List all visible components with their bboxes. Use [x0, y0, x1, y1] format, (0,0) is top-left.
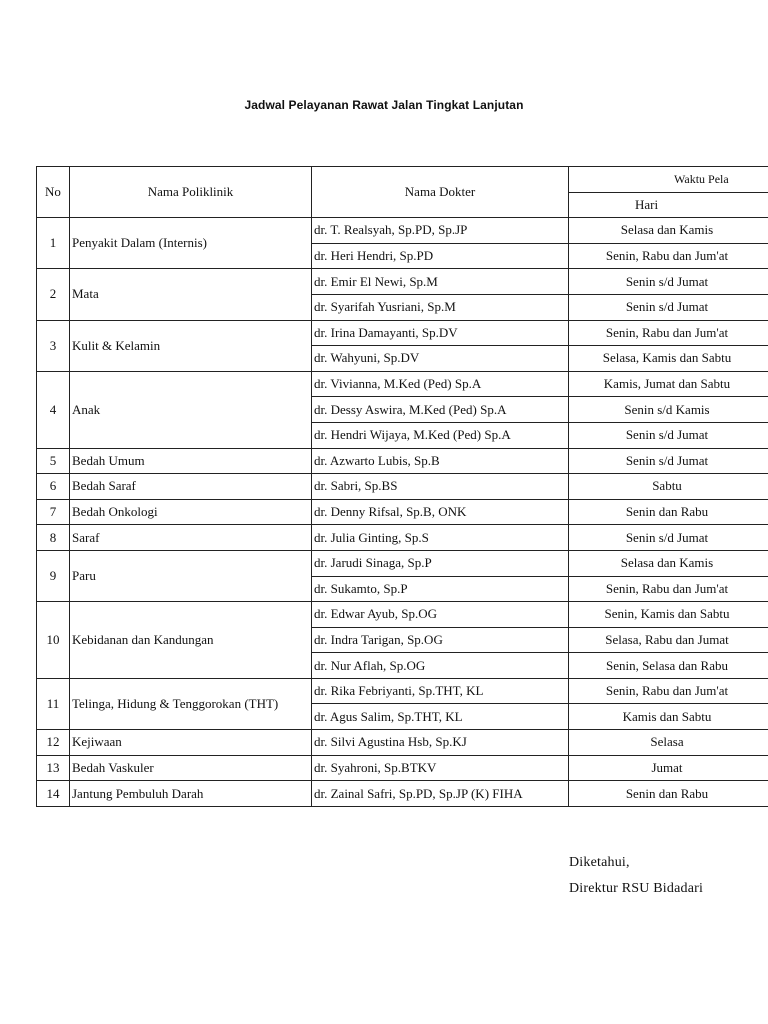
cell-hari-text: Selasa dan Kamis	[620, 222, 714, 238]
cell-dokter: dr. Hendri Wijaya, M.Ked (Ped) Sp.A	[312, 422, 569, 448]
cell-hari-text: Senin, Rabu dan Jum'at	[605, 580, 729, 596]
schedule-table	[36, 166, 768, 807]
cell-hari	[569, 346, 768, 372]
cell-hari	[569, 397, 768, 423]
cell-hari-text: Selasa dan Kamis	[620, 555, 714, 571]
table-row	[37, 781, 768, 807]
header-no: No	[37, 167, 70, 218]
cell-hari	[569, 320, 768, 346]
cell-hari	[569, 730, 768, 756]
cell-no: 8	[37, 525, 70, 551]
cell-dokter: dr. Wahyuni, Sp.DV	[312, 346, 569, 372]
cell-dokter: dr. Julia Ginting, Sp.S	[312, 525, 569, 551]
cell-dokter: dr. Heri Hendri, Sp.PD	[312, 243, 569, 269]
cell-no: 5	[37, 448, 70, 474]
cell-dokter: dr. Indra Tarigan, Sp.OG	[312, 627, 569, 653]
cell-hari	[569, 576, 768, 602]
cell-hari	[569, 525, 768, 551]
cell-dokter: dr. Vivianna, M.Ked (Ped) Sp.A	[312, 371, 569, 397]
cell-no: 4	[37, 371, 70, 448]
cell-hari	[569, 499, 768, 525]
cell-poliklinik: Kejiwaan	[70, 730, 312, 756]
cell-poliklinik: Bedah Vaskuler	[70, 755, 312, 781]
cell-dokter: dr. Rika Febriyanti, Sp.THT, KL	[312, 678, 569, 704]
signature-line-director: Direktur RSU Bidadari	[569, 881, 704, 896]
cell-hari-text: Selasa, Kamis dan Sabtu	[602, 350, 732, 366]
cell-poliklinik: Saraf	[70, 525, 312, 551]
table-row	[37, 320, 768, 346]
cell-no: 12	[37, 730, 70, 756]
cell-hari	[569, 704, 768, 730]
cell-hari-text: Senin dan Rabu	[625, 504, 709, 520]
cell-hari-text: Jumat	[651, 759, 683, 775]
header-poliklinik: Nama Poliklinik	[70, 167, 312, 218]
cell-dokter: dr. Sukamto, Sp.P	[312, 576, 569, 602]
cell-hari-text: Senin dan Rabu	[625, 785, 709, 801]
signature-line-acknowledged: Diketahui,	[569, 855, 630, 870]
table-row	[37, 730, 768, 756]
table-row	[37, 371, 768, 397]
cell-no: 11	[37, 678, 70, 729]
cell-hari	[569, 243, 768, 269]
cell-poliklinik: Anak	[70, 371, 312, 448]
cell-hari	[569, 627, 768, 653]
cell-hari-text: Selasa	[650, 734, 684, 750]
cell-hari-text: Senin, Rabu dan Jum'at	[605, 324, 729, 340]
schedule-table-body	[37, 218, 768, 807]
cell-no: 9	[37, 550, 70, 601]
table-row	[37, 550, 768, 576]
cell-poliklinik: Mata	[70, 269, 312, 320]
cell-hari-text: Selasa, Rabu dan Jumat	[605, 631, 729, 647]
cell-hari-text: Senin, Kamis dan Sabtu	[604, 606, 730, 622]
cell-no: 6	[37, 474, 70, 500]
table-row	[37, 525, 768, 551]
table-row	[37, 218, 768, 244]
cell-hari-text: Sabtu	[652, 478, 682, 494]
cell-hari	[569, 294, 768, 320]
document-title: Jadwal Pelayanan Rawat Jalan Tingkat Lanjutan	[244, 98, 524, 112]
cell-poliklinik: Bedah Umum	[70, 448, 312, 474]
cell-dokter: dr. Nur Aflah, Sp.OG	[312, 653, 569, 679]
cell-hari-text: Senin s/d Jumat	[625, 273, 709, 289]
cell-hari-text: Kamis, Jumat dan Sabtu	[603, 376, 731, 392]
cell-hari	[569, 474, 768, 500]
cell-hari-text: Senin s/d Jumat	[625, 427, 709, 443]
cell-dokter: dr. Edwar Ayub, Sp.OG	[312, 602, 569, 628]
cell-dokter: dr. T. Realsyah, Sp.PD, Sp.JP	[312, 218, 569, 244]
table-row	[37, 499, 768, 525]
cell-hari-text: Senin s/d Jumat	[625, 452, 709, 468]
cell-poliklinik: Kulit & Kelamin	[70, 320, 312, 371]
cell-hari-text: Senin, Selasa dan Rabu	[605, 657, 729, 673]
cell-poliklinik: Penyakit Dalam (Internis)	[70, 218, 312, 269]
cell-hari-text: Kamis dan Sabtu	[622, 708, 712, 724]
cell-no: 2	[37, 269, 70, 320]
cell-hari	[569, 269, 768, 295]
cell-hari-text: Senin, Rabu dan Jum'at	[605, 248, 729, 264]
table-row	[37, 678, 768, 704]
cell-dokter: dr. Emir El Newi, Sp.M	[312, 269, 569, 295]
cell-hari	[569, 550, 768, 576]
cell-poliklinik: Jantung Pembuluh Darah	[70, 781, 312, 807]
cell-hari-text: Senin s/d Jumat	[625, 299, 709, 315]
cell-hari	[569, 371, 768, 397]
table-row	[37, 269, 768, 295]
table-row	[37, 602, 768, 628]
cell-hari	[569, 755, 768, 781]
cell-dokter: dr. Denny Rifsal, Sp.B, ONK	[312, 499, 569, 525]
cell-no: 3	[37, 320, 70, 371]
cell-poliklinik: Telinga, Hidung & Tenggorokan (THT)	[70, 678, 312, 729]
cell-no: 13	[37, 755, 70, 781]
cell-hari	[569, 781, 768, 807]
cell-dokter: dr. Syarifah Yusriani, Sp.M	[312, 294, 569, 320]
header-waktu: Waktu Pela	[569, 167, 768, 193]
cell-hari	[569, 448, 768, 474]
schedule-table-container	[36, 166, 768, 807]
cell-poliklinik: Bedah Saraf	[70, 474, 312, 500]
table-row	[37, 448, 768, 474]
cell-dokter: dr. Azwarto Lubis, Sp.B	[312, 448, 569, 474]
cell-dokter: dr. Syahroni, Sp.BTKV	[312, 755, 569, 781]
cell-dokter: dr. Zainal Safri, Sp.PD, Sp.JP (K) FIHA	[312, 781, 569, 807]
header-dokter: Nama Dokter	[312, 167, 569, 218]
cell-no: 7	[37, 499, 70, 525]
cell-hari	[569, 653, 768, 679]
cell-no: 10	[37, 602, 70, 679]
cell-hari	[569, 678, 768, 704]
cell-dokter: dr. Dessy Aswira, M.Ked (Ped) Sp.A	[312, 397, 569, 423]
cell-hari-text: Senin s/d Kamis	[624, 401, 710, 417]
cell-dokter: dr. Agus Salim, Sp.THT, KL	[312, 704, 569, 730]
cell-dokter: dr. Irina Damayanti, Sp.DV	[312, 320, 569, 346]
cell-poliklinik: Kebidanan dan Kandungan	[70, 602, 312, 679]
cell-dokter: dr. Silvi Agustina Hsb, Sp.KJ	[312, 730, 569, 756]
cell-dokter: dr. Sabri, Sp.BS	[312, 474, 569, 500]
header-hari: Hari	[569, 192, 768, 218]
cell-dokter: dr. Jarudi Sinaga, Sp.P	[312, 550, 569, 576]
cell-hari	[569, 422, 768, 448]
cell-no: 14	[37, 781, 70, 807]
cell-hari	[569, 218, 768, 244]
cell-no: 1	[37, 218, 70, 269]
cell-poliklinik: Bedah Onkologi	[70, 499, 312, 525]
cell-hari-text: Senin s/d Jumat	[625, 529, 709, 545]
table-row	[37, 755, 768, 781]
cell-poliklinik: Paru	[70, 550, 312, 601]
signature-block	[569, 850, 703, 902]
table-row	[37, 474, 768, 500]
cell-hari	[569, 602, 768, 628]
cell-hari-text: Senin, Rabu dan Jum'at	[605, 683, 729, 699]
